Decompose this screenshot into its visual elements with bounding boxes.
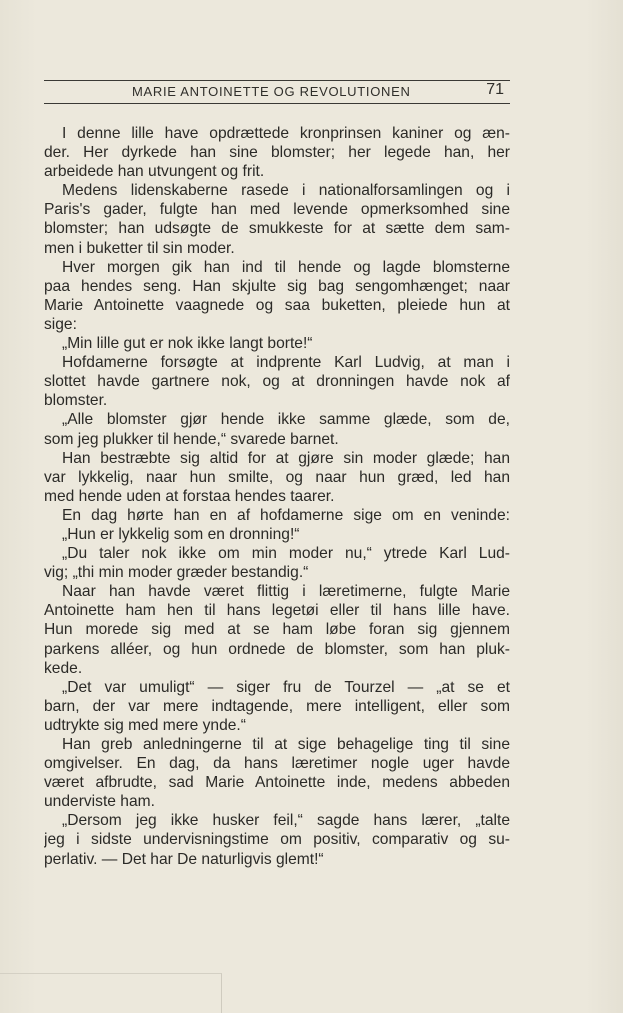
text-line: barn, der var mere indtagende, mere intelligent, eller som (44, 697, 510, 715)
running-title: MARIE ANTOINETTE OG REVOLUTIONEN (132, 84, 411, 99)
text-line: Medens lidenskaberne rasede i nationalforsamlingen og i (62, 182, 510, 200)
page-edge-shadow (0, 973, 222, 1013)
text-line: omgivelser. En dag, da hans læretimer nogle uger havde (44, 755, 510, 773)
text-line: sige: (44, 315, 77, 333)
text-line: Hver morgen gik han ind til hende og lagde blomsterne (62, 258, 510, 276)
text-line: været afbrudte, sad Marie Antoinette inde, medens abbeden (44, 774, 510, 792)
text-line: En dag hørte han en af hofdamerne sige om en veninde: (62, 506, 510, 524)
text-line: Hun morede sig med at se ham løbe foran sig gjennem (44, 621, 510, 639)
text-line: slottet havde gartnere nok, og at dronningen havde nok af (44, 373, 510, 391)
text-line: „Det var umuligt“ — siger fru de Tourzel — „at se et (62, 678, 510, 696)
text-line: blomster. (44, 392, 108, 410)
text-line: Marie Antoinette vaagnede og saa buketten, pleiede hun at (44, 296, 510, 314)
text-line: med hende uden at forstaa hendes taarer. (44, 487, 335, 505)
text-line: kede. (44, 659, 83, 677)
text-line: „Hun er lykkelig som en dronning!“ (62, 525, 300, 543)
text-line: jeg i sidste undervisningstime om positiv, comparativ og su- (44, 831, 510, 849)
text-line: Paris's gader, fulgte han med levende opmerksomhed sine (44, 201, 510, 219)
page-number: 71 (486, 81, 504, 98)
text-line: parkens alléer, og hun ordnede de blomster, som han pluk- (44, 640, 510, 658)
text-line: blomster; han udsøgte de smukkeste for at sætte dem sam- (44, 220, 510, 238)
running-header (44, 80, 510, 104)
text-line: „Alle blomster gjør hende ikke samme glæde, som de, (62, 411, 510, 429)
text-line: Antoinette ham hen til hans legetøi eller til hans lille have. (44, 602, 510, 620)
text-line: Naar han havde været flittig i læretimerne, fulgte Marie (62, 583, 510, 601)
body-text (44, 124, 510, 869)
text-line: vig; „thi min moder græder bestandig.“ (44, 564, 309, 582)
text-line: der. Her dyrkede han sine blomster; her legede han, her (44, 144, 510, 162)
text-line: perlativ. — Det har De naturligvis glemt!“ (44, 850, 324, 868)
text-line: paa hendes seng. Han skjulte sig bag sengomhænget; naar (44, 277, 510, 295)
text-line: I denne lille have opdrættede kronprinsen kaniner og æn- (62, 125, 510, 142)
text-line: „Dersom jeg ikke husker feil,“ sagde hans lærer, „talte (62, 812, 510, 830)
text-line: Hofdamerne forsøgte at indprente Karl Ludvig, at man i (62, 354, 510, 372)
text-line: men i buketter til sin moder. (44, 239, 235, 257)
text-line: var lykkelig, naar hun smilte, og naar hun græd, led han (44, 468, 510, 486)
text-line: „Du taler nok ikke om min moder nu,“ ytrede Karl Lud- (62, 545, 510, 563)
text-line: Han bestræbte sig altid for at gjøre sin moder glæde; han (62, 449, 510, 467)
text-line: som jeg plukker til hende,“ svarede barnet. (44, 430, 339, 448)
text-line: Han greb anledningerne til at sige behagelige ting til sine (62, 736, 510, 753)
text-line: udtrykte sig med mere ynde.“ (44, 716, 246, 734)
text-line: „Min lille gut er nok ikke langt borte!“ (62, 335, 313, 353)
text-line: underviste ham. (44, 793, 155, 811)
text-line: arbeidede han utvungent og frit. (44, 163, 265, 181)
